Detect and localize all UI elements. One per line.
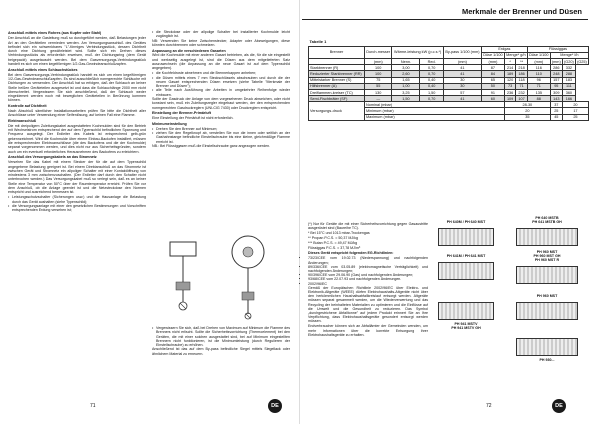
page-title: Merkmale der Brenner und Düsen xyxy=(461,7,582,16)
table-cell: 0,70 xyxy=(420,65,443,71)
paragraph: (*) Nur für Geräte die mit einer Sicherheitsvorrichtung gegen Gasaustritte ausgerüstet sind (Baureihe TC). xyxy=(308,222,428,231)
hob-illustration xyxy=(516,302,578,320)
list-item: • 93/68/CEE vom 22.07.93 und nachfolgenden Änderungen. xyxy=(308,277,428,281)
table-cell: 248 xyxy=(550,71,562,77)
paragraph: Bei dem Gasversorgungs-Verbindungsstück handelt es sich um einen kegelförmigen 1/2-Gas-Gewindeanschlußzapfen. Es sind ausschließlich normgerechte Schläuche mit Dichtungen zu verwenden. Der Anschluß hat so erfolgen, daß der Schlauch an keiner Stelle heißen Geräteteilen ausgesetzt ist und dass die Schlauchlänge 2000 mm nicht überschreitet. Vergewissern Sie sich anschließend, daß der Schlauch weder eingeklemmt werden noch mit beweglichen Geräteteilen in Berührung kommen können. xyxy=(8,72,146,103)
pressure-value: 35 xyxy=(504,114,550,120)
section-heading: Kontrolle auf Dichtheit xyxy=(8,104,47,109)
table-cell: 111 xyxy=(562,83,575,89)
pressure-desc: Maximum (mbar) xyxy=(364,114,504,120)
table-cell: 1,00 xyxy=(392,83,420,89)
section-heading: Dieses Gerät entspricht folgenden EG-Richtlinien: xyxy=(308,251,394,256)
paragraph: Der Anschluß an die Gasleitung muß so durchgeführt werden, daß Belastungen jeder Art an den Gerätteilen vermieden werden. Am Versorgungsanschluß des Gerätes befindet sich ein schwenkbares "L"-förmiges Verbindungsstück, dessen Dichtheit durch eine Dichtung gewährleistet wird. Sollte sich ein Drehen dieses Verbindungsstücks als erforderlich erweisen, muß der Dichtungsring (dem Gerät beigepackt) ausgetauscht werden. Bei dem Gasversorgungs-Verbindungsstück handelt es sich um einen kegelförmigen 1/2-Gas-Gewindeanschlußzapfen. xyxy=(8,36,146,67)
pressure-value: 20 xyxy=(504,108,550,114)
group-header: Flüssiggas xyxy=(527,46,588,52)
pressure-value: 17 xyxy=(562,108,588,114)
table-cell: 41 xyxy=(443,71,481,77)
unit-cell: (G20) xyxy=(564,59,574,64)
burner-name: Starkbrenner (R) xyxy=(309,65,365,71)
paragraph: Eine Einstellung der Primärluft ist nicht erforderlich. xyxy=(152,116,234,121)
table-cell: 166 xyxy=(562,96,575,102)
table-cell: — xyxy=(364,96,391,102)
notes-column xyxy=(308,222,428,338)
table-cell: 3,25 xyxy=(392,89,420,95)
list-item: • die Versorgungsanlage mit einer den gesetzlichen Bestimmungen und Vorschriften entsprechenden Erdung versehen ist; xyxy=(8,204,146,213)
list-item: • alle Teile nach Ausführung der Arbeiten in umgekehrter Reihenfolge wieder einbauen. xyxy=(152,88,290,97)
page-number-left: 71 xyxy=(90,403,96,409)
list-item: • Leistungsschutzschalter (Sicherungen usw.) und die Hausanlage die Belastung durch das Gerät aushalten (siehe Typenschild); xyxy=(8,195,146,204)
col-header: Düse 1/100 xyxy=(529,53,549,58)
pressure-desc: Minimum (mbar) xyxy=(364,108,504,114)
unit-cell: (mm) xyxy=(551,59,561,64)
model-label: PH 641M / PH 641 MST xyxy=(446,254,486,258)
table-cell: 41 xyxy=(443,96,481,102)
left-column-1 xyxy=(8,30,146,402)
paragraph: Flüssiggas P.C.S. = 37,78 MJ/m³ xyxy=(308,245,361,250)
burner-table xyxy=(308,38,589,121)
model-illustrations xyxy=(432,216,588,394)
table-cell: 120 xyxy=(504,77,515,83)
table-cell: 75 xyxy=(364,77,391,83)
list-item: • 89/336/CEE vom 03.05.89 (elektromagnetische Verträglichkeit) und nachfolgenden Änderungen; xyxy=(308,265,428,273)
table-cell: 143 xyxy=(550,96,562,102)
table-cell: 183 xyxy=(562,77,575,83)
col-header: Menge* g/h xyxy=(506,53,526,58)
pressure-value: 25 xyxy=(562,114,588,120)
pressure-value: 37 xyxy=(550,102,562,108)
bullet-list xyxy=(152,30,290,39)
unit-cell: (G25) xyxy=(577,59,587,64)
burner-name: Dreiflammen-kreiser (TC) xyxy=(309,89,365,95)
bullet-list xyxy=(8,195,146,212)
table-cell: 0,40 xyxy=(420,77,443,83)
col-header: Brenner xyxy=(309,46,365,58)
unit-cell: * xyxy=(504,58,515,64)
regulator-screw-icon xyxy=(232,236,264,319)
list-item: • Vergewissern Sie sich, daß bei Drehen von Maximum auf Minimum die Flamme des Brenners nicht erlischt. Sollte die Sicherheitsvorrichtung (Thermoelement) bei den Geräten, die mit einer solchen ausgestattet sind, bei auf Minimum eingestellten Brennern nicht funktionieren, ist die Minimumleistung (durch Regulieren der Einstellschraube) zu erhöhen. xyxy=(152,326,290,347)
hob-illustration xyxy=(516,228,578,246)
section-heading: Anpassung an die verschiedenen Gasarten xyxy=(152,48,226,53)
section-heading: Einstellung der Brenner-Primärluft xyxy=(152,111,211,116)
pressure-label: Versorgungs-druck xyxy=(309,102,365,121)
table-cell: 87 xyxy=(481,65,504,71)
section-heading: Elektroanschluß xyxy=(8,118,36,123)
table-cell: 88 xyxy=(527,96,550,102)
section-heading: Anschluß des Versorgungskabels an das Stromnetz xyxy=(8,155,97,160)
table-cell: 73 xyxy=(504,83,515,89)
hob-illustration xyxy=(438,262,494,280)
model-label: PH 930... xyxy=(539,358,555,362)
bullet-list xyxy=(308,256,428,285)
list-item: • Drehen Sie den Brenner auf Minimum; xyxy=(152,127,290,131)
list-item: • ziehen Sie den Regelknopf ab, verstellen Sie nun die innen oder seitlich an der Gashahnstange befindliche Einstellschraube bis eine kleine, gleichmäßige Flamme erreicht ist. xyxy=(152,131,290,144)
table-cell: 189 xyxy=(504,71,515,77)
table-cell: 71 xyxy=(516,83,527,89)
section-heading: Minimumeinstellung xyxy=(152,121,187,126)
table-cell: 3,00 xyxy=(392,65,420,71)
table-cell: 309 xyxy=(550,89,562,95)
table-cell: 116 xyxy=(527,65,550,71)
table-cell: 55 xyxy=(364,83,391,89)
paragraph: Endverbraucher können sich an Abfallämter der Gemeinden wenden, um mehr Informationen über die korrekte Entsorgung ihrer Elektrohaushaltsgeräte zu erhalten. xyxy=(308,324,428,337)
hob-illustration xyxy=(438,302,494,320)
burner-name: Hilfsbrenner (A) xyxy=(309,83,365,89)
col-header: Wärme-leistung kW (p.c.s.*) xyxy=(392,46,443,58)
table-cell: 0,70 xyxy=(420,96,443,102)
table-cell: 186 xyxy=(516,71,527,77)
paragraph: Sollte der Gasdruck der Anlage von dem vorgesehenen Druck abweichen, oder nicht konstant sein, muß ein Zuleitungsregler eingebaut werden, der den entsprechenden normgerechten Gasdruckreglern (UNI-CIG 7430) oder Druckreglern entspricht. xyxy=(152,97,290,110)
table-cell: 0,70 xyxy=(420,71,443,77)
list-item: • 90/396/CEE vom 29.06.90 (Gas) und nachfolgenden Änderungen; xyxy=(308,273,428,277)
unit-cell: Red. xyxy=(420,58,443,64)
paragraph: Die mit dreipoligem Zuleitungskabel ausgestatteten Kochmulden sind für den Betrieb mit Wechselstrom entsprechend der auf dem Typenschild befindlichen Spannung und Frequenz ausgelegt. Der Erdleiter des Kabels ist entsprechend gelb-grün gekennzeichnet. Wird die Kochmulde über einem Einbau-Backofen installiert, müssen die entsprechenden Elektroanschlüsse (die des Backofens und die der Kochmulde) separat vorgenommen werden, und dies nicht nur aus Sicherheitsgründen, sondern auch um ein eventuell erforderliches Herausnehmen des Backofens zu erleichtern. xyxy=(8,123,146,154)
table-cell: 288 xyxy=(562,71,575,77)
burner-diagram xyxy=(160,222,280,322)
unit-cell: (mm) xyxy=(443,58,481,64)
pressure-value: 28-30 xyxy=(504,102,550,108)
pressure-value: 25 xyxy=(550,108,562,114)
section-heading: Anschluß mittels eines Rohres (aus Kupfer oder Stahl) xyxy=(8,31,102,36)
model-label: PH 640 MSTB PH 641 MSTB GH xyxy=(532,216,562,224)
burner-name: Mittelstarker Brenner (S) xyxy=(309,77,365,83)
bullet-list xyxy=(152,127,290,144)
table-cell: 1,50 xyxy=(392,96,420,102)
paragraph: ** Propan P.C.S. = 50,37 MJ/kg xyxy=(308,235,358,240)
table-cell: 1,50 xyxy=(420,89,443,95)
table-cell: 118 xyxy=(516,77,527,83)
table-cell: 332 xyxy=(562,65,575,71)
table-cell: 157 xyxy=(550,77,562,83)
paragraph: Nach Abschluß sämtlicher Installationsarbeiten prüfen Sie bitte die Dichtheit aller Anschlüsse unter Verwendung einer Seifenlösung, auf keinen Fall eine Flamme. xyxy=(8,109,146,118)
table-cell: 214 xyxy=(504,65,515,71)
table-cell: 2,60 xyxy=(392,71,420,77)
lang-badge-right: DE xyxy=(552,399,566,413)
group-header: Erdgas xyxy=(481,46,527,52)
col-header: Menge* l/h xyxy=(550,52,588,58)
model-label: PH 941 MSTV PH 941 MSTV GH xyxy=(451,322,481,330)
col-header: Durch-messer xyxy=(364,46,391,58)
hob-illustration xyxy=(516,338,578,356)
left-column-2 xyxy=(152,30,290,218)
unit-cell: Nenn. xyxy=(392,58,420,64)
table-cell: 110 xyxy=(527,71,550,77)
hob-illustration xyxy=(438,228,494,246)
table-cell: 286 xyxy=(550,65,562,71)
paragraph: Versehen Sie das Kabel mit einem Stecker der für die auf dem Typenschild angegebene Belastung geeignet ist. Bei einem Direktanschluß an das Stromnetz ist zwischen Gerät und Stromnetz ein allpoliger Schalter mit einer Kontaktöffnung von mindestens 3 mm zwischenzuschalten. (Der Erdleiter darf durch den Schalter nicht unterbrochen werden.) Das Versorgungskabel muß so verlegt sein, daß es an keiner Stelle eine Temperatur von 50°C über der Raumtemperatur erreicht. Prüfen Sie vor dem Anschluß, ob die Anlage geerdet ist und die Netzsteckdose den Normen entspricht und ausreichend bemessen ist. xyxy=(8,160,146,195)
table-cell: 71 xyxy=(527,83,550,89)
col-header: By-pass 1/100 (mm) xyxy=(443,46,481,58)
table-cell: 135 xyxy=(527,89,550,95)
unit-cell: (mm) xyxy=(481,58,504,64)
table-cell: 96 xyxy=(527,77,550,83)
table-cell: 109 xyxy=(504,96,515,102)
list-item: • die Kochfeldroste abnehmen und die Brennerkappen anheben; xyxy=(152,71,290,75)
list-item: • 73/23/CEE vom 19.02.73 (Niederspannung) und nachfolgenden Änderungen; xyxy=(308,256,428,264)
table-cell: 218 xyxy=(516,65,527,71)
table-cell: 91 xyxy=(481,89,504,95)
paragraph: *** Butan P.C.S. = 49,47 MJ/kg xyxy=(308,240,358,245)
bullet-list xyxy=(152,71,290,97)
pressure-value: 45 xyxy=(550,114,562,120)
table-cell: 95 xyxy=(550,83,562,89)
table-cell: 30 xyxy=(443,83,481,89)
table-cell: 1,65 xyxy=(392,77,420,83)
table-cell: 130 xyxy=(364,89,391,95)
list-item: • die Steckdose oder der allpolige Schalter bei installierter Kochmulde leicht zugänglich ist. xyxy=(152,30,290,39)
paragraph: * Bei 15°C und 1013 mbar-Trockengas xyxy=(308,231,370,236)
burner-name: Reduzierter Starkbrenner (RR) xyxy=(309,71,365,77)
pressure-value: 20 xyxy=(562,102,588,108)
gas-tap-icon xyxy=(170,242,196,310)
left-column-2-continued xyxy=(152,326,290,386)
table-cell: 236 xyxy=(504,89,515,95)
table-cell: 360 xyxy=(562,89,575,95)
pressure-desc: Nominal (mbar) xyxy=(364,102,504,108)
table-cell: 41 xyxy=(443,65,481,71)
table-cell: 232 xyxy=(516,89,527,95)
table-cell: 30 xyxy=(443,77,481,83)
paragraph: Gemäß der Europäischen Richtlinie 2002/96/EC über Elektro- und Elektronik-Altgeräte (WEEE) dürfen Elektrohaushalts-Altgeräte nicht über den herkömmlichen Haushaltsabfallkreislauf entsorgt werden. Altgeräte müssen separat gesammelt werden, um die Wiederverwertung und das Recycling der beinhalteten Materialien zu optimieren und die Einflüsse auf die Umwelt und die Gesundheit zu reduzieren. Das Symbol „durchgestrichene Abfalltonne" auf jedem Produkt erinnert Sie an Ihre Verpflichtung, dass Elektrohaushaltsgeräte gesondert entsorgt werden müssen. xyxy=(308,285,428,324)
unit-cell: ** xyxy=(516,58,527,64)
page-number-right: 72 xyxy=(486,403,492,409)
col-header: Düse 1/100 xyxy=(483,53,503,58)
table-cell: 0,40 xyxy=(420,83,443,89)
table-cell: 65 xyxy=(481,77,504,83)
paragraph: Anschließend ist das auf dem By-pass befindliche Siegel mittels Siegellack oder ähnlichem Material zu erneuern. xyxy=(152,347,290,356)
model-label: PH 640M / PH 640 MST xyxy=(446,220,486,224)
lang-badge-left: DE xyxy=(268,399,282,413)
model-label: PH 960 MST xyxy=(536,294,558,298)
table-cell: 107 xyxy=(516,96,527,102)
table-cell: 100 xyxy=(364,71,391,77)
table-cell: 50 xyxy=(481,83,504,89)
section-heading: Anschluß mittels eines Schlauchstückes xyxy=(8,67,78,72)
table-label: Tabelle 1 xyxy=(309,38,589,46)
model-label: PH 960 MST PH 960 MST GH PH 960 MST R xyxy=(533,250,561,262)
list-item: • 2002/96/EC xyxy=(308,282,428,286)
paragraph: NB: Verwenden Sie keine Zwischenstecker, Adapter oder Abzweigungen, diese könnten durchbrennen oder schmelzen. xyxy=(152,38,290,47)
unit-cell: (mm) xyxy=(527,58,550,64)
list-item: • die Düsen mittels eines 7 mm Steckschlüssels abschrauben und durch die der neuen Gasart entsprechenden Düsen ersetzen (siehe Tabelle "Merkmale der Brenner und Düsen"); xyxy=(152,76,290,89)
table-cell: 60 xyxy=(481,96,504,102)
table-cell: 84 xyxy=(481,71,504,77)
bullet-list xyxy=(152,326,290,347)
right-page xyxy=(300,0,600,424)
title-bar xyxy=(302,4,588,20)
burner-name: Semi-Fischbräter (SF) xyxy=(309,96,365,102)
hob-illustration xyxy=(516,266,578,284)
table-cell: 57 xyxy=(443,89,481,95)
table-cell: 100 xyxy=(364,65,391,71)
paragraph: Wird die Kochmulde mit einer anderen Gasart betrieben, als die, für die sie eingestellt und werkseitig ausgelegt ist, sind die Düsen aus dem mitgelieferten Satz auszuwechseln (die Anpassung an die neue Gasart ist auf dem Typenschild angegeben). xyxy=(152,53,290,71)
paragraph: NB.: Bei Flüssiggasen muß die Einstellschraube ganz angezogen werden. xyxy=(152,143,271,148)
unit-cell: (mm) xyxy=(364,58,391,64)
